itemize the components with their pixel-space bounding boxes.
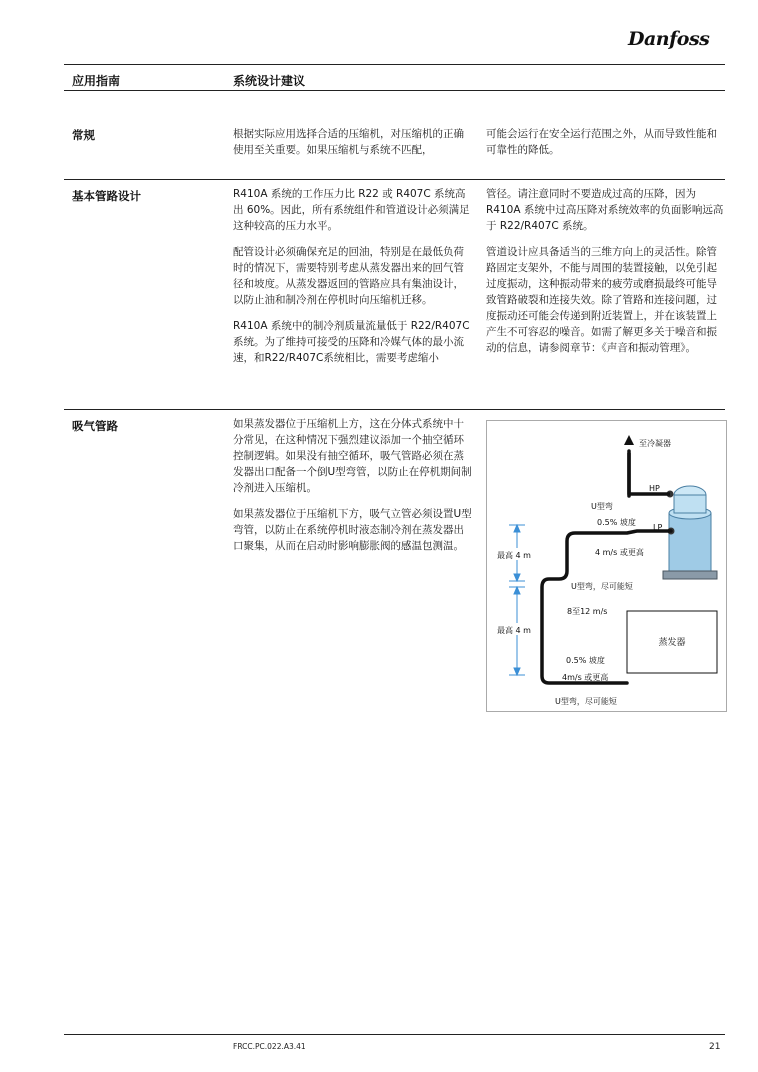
diagram-svg [487,421,726,711]
section-title-basic-piping: 基本管路设计 [72,189,141,203]
basic-piping-col2 [486,186,726,356]
basic-piping-col1-p2: 配管设计必须确保充足的回油，特别是在最低负荷时的情况下，需要特别考虑从蒸发器出来的回气管径和坡度。从蒸发器返回的管路应具有集油设计，以防止油和制冷剂在停机时向压缩机迁移。 [233,246,464,306]
footer-document-code: FRCC.PC.022.A3.41 [233,1042,306,1051]
header-section-label: 应用指南 [72,74,121,88]
label-slope-top: 0.5% 坡度 [597,518,636,527]
section-divider-2 [64,409,725,410]
basic-piping-col1-p1: R410A 系统的工作压力比 R22 或 R407C 系统高出 60%。因此，所有系统组件和管道设计必须满足这种较高的压力水平。 [233,188,470,232]
general-col2-text: 可能会运行在安全运行范围之外，从而导致性能和可靠性的降低。 [486,128,717,156]
suction-col1 [233,416,473,554]
section-divider-1 [64,179,725,180]
label-slope-bottom: 0.5% 坡度 [566,656,605,665]
footer-page-number: 21 [709,1042,721,1052]
basic-piping-col1-p3: R410A 系统中的制冷剂质量流量低于 R22/R407C 系统。为了维持可接受的压降和冷媒气体的最小流速，和R22/R407C系统相比，需要考虑缩小 [233,320,470,364]
header-bottom-rule [64,90,725,91]
basic-piping-col2-p2: 管道设计应具备适当的三维方向上的灵活性。除管路固定支架外，不能与周围的装置接触，以免引起过度振动，这种振动带来的疲劳或磨损最终可能导致管路破裂和连接失效。除了管路和连接问题，过度振动还可能会传递到附近装置上，并在该装置上产生不可容忍的噪音。如需了解更多关于噪音和振动的信息，请参阅章节：《声音和振动管理》。 [486,246,717,354]
footer-rule [64,1034,725,1035]
label-to-condenser: 至冷凝器 [639,439,671,448]
general-col2 [486,126,726,158]
evaporator-label: 蒸发器 [658,638,686,648]
label-speed-bottom: 4m/s 或更高 [562,673,609,682]
label-lp: LP [653,523,663,532]
section-title-suction: 吸气管路 [72,419,118,433]
header-page-title: 系统设计建议 [233,74,306,88]
general-col1 [233,126,473,158]
basic-piping-col2-p1: 管径。请注意同时不要造成过高的压降，因为 R410A 系统中过高压降对系统效率的负面影响远高于 R22/R407C 系统。 [486,188,724,232]
basic-piping-col1 [233,186,473,366]
suction-col1-p1: 如果蒸发器位于压缩机上方，这在分体式系统中十分常见，在这种情况下强烈建议添加一个抽空循环控制逻辑。如果没有抽空循环，吸气管路必须在蒸发器出口配备一个倒U型弯管，以防止在停机期间制冷剂进入压缩机。 [233,418,472,494]
section-title-general: 常规 [72,128,95,142]
header-top-rule [64,64,725,65]
danfoss-logo: Danfoss [628,28,710,50]
label-speed-top: 4 m/s 或更高 [595,548,644,557]
suction-col1-p2: 如果蒸发器位于压缩机下方，吸气立管必须设置U型弯管，以防止在系统停机时液态制冷剂在蒸发器出口聚集，从而在启动时影响膨胀阀的感温包测温。 [233,508,472,552]
label-speed-mid: 8至12 m/s [567,607,608,616]
arrow-up-icon [624,435,634,445]
label-max-upper: 最高 4 m [497,551,531,560]
general-col1-text: 根据实际应用选择合适的压缩机，对压缩机的正确使用至关重要。如果压缩机与系统不匹配， [233,128,464,156]
label-u-bend-short-bottom: U型弯，尽可能短 [555,697,617,706]
suction-piping-diagram [486,420,727,712]
label-u-bend-short-mid: U型弯，尽可能短 [571,582,633,591]
label-hp: HP [649,484,660,493]
label-u-bend: U型弯 [591,502,613,511]
label-max-lower: 最高 4 m [497,626,531,635]
